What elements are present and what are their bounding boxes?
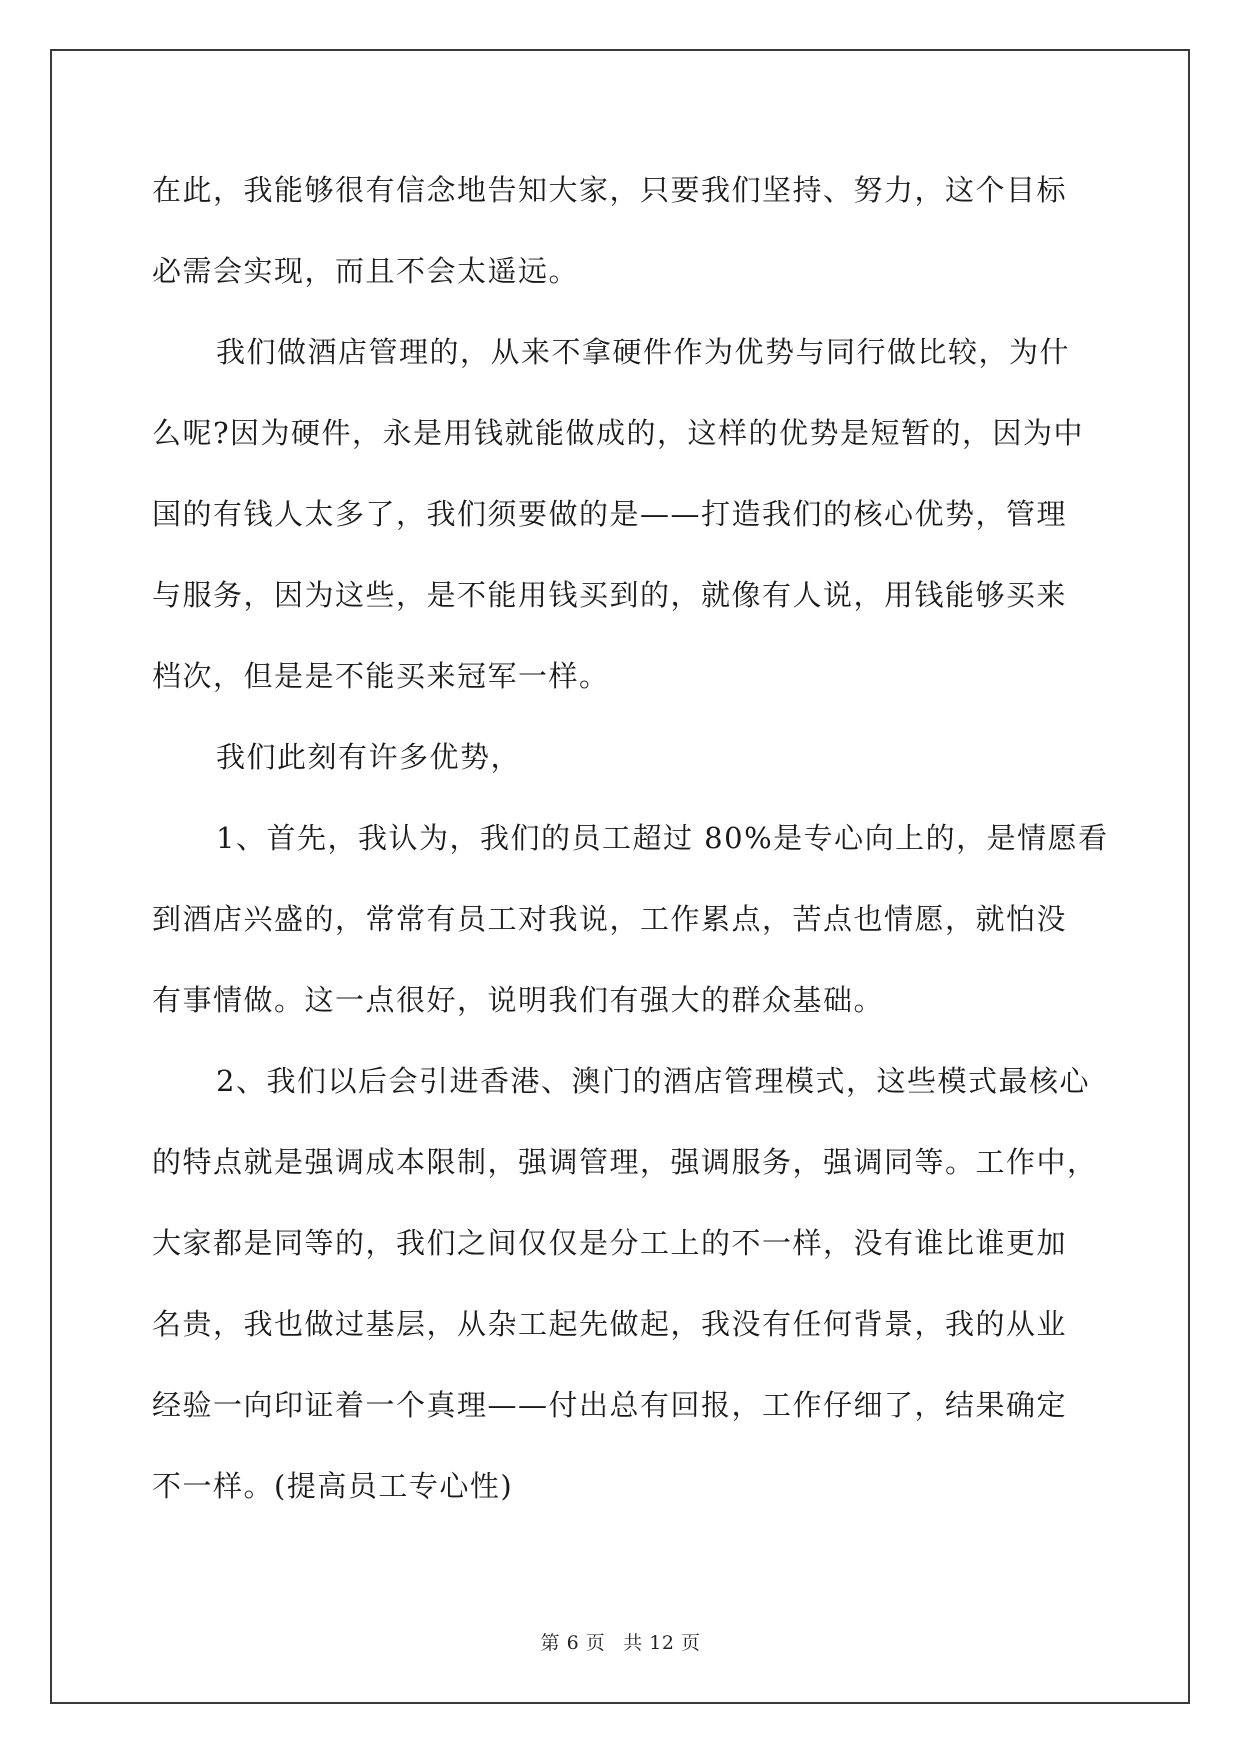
text-line: 1、首先，我认为，我们的员工超过 80%是专心向上的，是情愿看	[216, 821, 1109, 855]
text-line: 不一样。(提高员工专心性)	[152, 1469, 514, 1503]
text-line: 的特点就是强调成本限制，强调管理，强调服务，强调同等。工作中，	[152, 1145, 1098, 1179]
text-line: 档次，但是是不能买来冠军一样。	[152, 659, 610, 693]
page-total: 共 12 页	[623, 1632, 701, 1654]
text-line: 必需会实现，而且不会太遥远。	[152, 254, 580, 288]
text-line: 有事情做。这一点很好，说明我们有强大的群众基础。	[152, 983, 885, 1017]
text-line: 我们做酒店管理的，从来不拿硬件作为优势与同行做比较，为什	[216, 335, 1071, 369]
page-footer	[0, 1628, 1241, 1655]
text-line: 在此，我能够很有信念地告知大家，只要我们坚持、努力，这个目标	[152, 173, 1068, 207]
text-line: 到酒店兴盛的，常常有员工对我说，工作累点，苦点也情愿，就怕没	[152, 902, 1068, 936]
page-number: 第 6 页	[540, 1632, 606, 1654]
text-line: 与服务，因为这些，是不能用钱买到的，就像有人说，用钱能够买来	[152, 578, 1068, 612]
text-line: 国的有钱人太多了，我们须要做的是——打造我们的核心优势，管理	[152, 497, 1068, 531]
text-line: 2、我们以后会引进香港、澳门的酒店管理模式，这些模式最核心	[216, 1064, 1090, 1098]
text-line: 我们此刻有许多优势，	[216, 740, 522, 774]
text-line: 大家都是同等的，我们之间仅仅是分工上的不一样，没有谁比谁更加	[152, 1226, 1068, 1260]
text-line: 经验一向印证着一个真理——付出总有回报，工作仔细了，结果确定	[152, 1388, 1068, 1422]
text-line: 名贵，我也做过基层，从杂工起先做起，我没有任何背景，我的从业	[152, 1307, 1068, 1341]
text-line: 么呢?因为硬件，永是用钱就能做成的，这样的优势是短暂的，因为中	[152, 416, 1085, 450]
document-body	[152, 150, 1109, 1527]
